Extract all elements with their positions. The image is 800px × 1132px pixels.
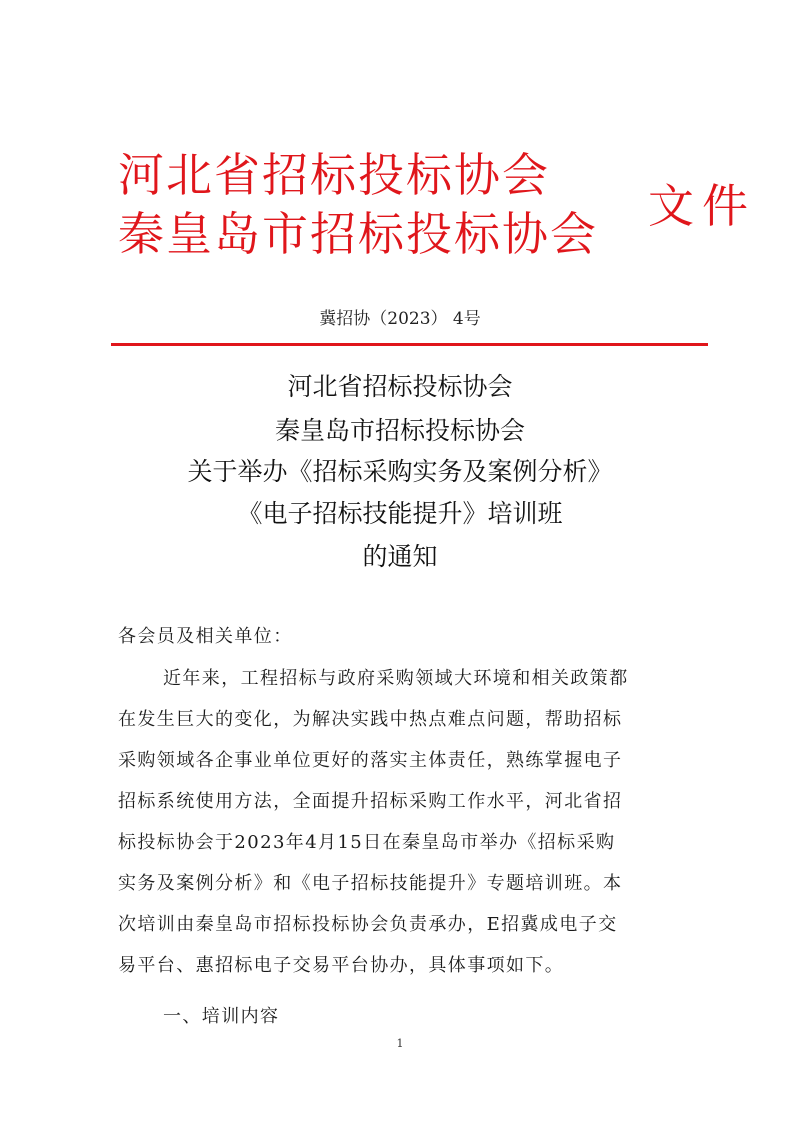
section-heading: 一、培训内容 xyxy=(163,1006,280,1027)
paragraph-line: 实务及案例分析》和《电子招标技能提升》专题培训班。本 xyxy=(118,873,623,894)
title-line: 秦皇岛市招标投标协会 xyxy=(274,416,525,445)
salutation: 各会员及相关单位： xyxy=(118,626,293,647)
issuer-name-2: 秦皇岛市招标投标协会 xyxy=(118,207,598,261)
document-number: 冀招协（2023） 4号 xyxy=(319,309,481,329)
header-red-divider xyxy=(111,343,708,346)
paragraph-line: 采购领域各企事业单位更好的落实主体责任，熟练掌握电子 xyxy=(118,750,623,771)
title-line: 《电子招标技能提升》培训班 xyxy=(237,499,563,528)
paragraph-line: 在发生巨大的变化，为解决实践中热点难点问题，帮助招标 xyxy=(118,709,623,730)
paragraph-line: 近年来，工程招标与政府采购领域大环境和相关政策都 xyxy=(163,668,629,689)
paragraph-line: 标投标协会于2023年4月15日在秦皇岛市举办《招标采购 xyxy=(118,832,616,853)
paragraph-line: 次培训由秦皇岛市招标投标协会负责承办，E招冀成电子交 xyxy=(118,914,618,935)
paragraph-line: 易平台、惠招标电子交易平台协办，具体事项如下。 xyxy=(118,955,565,976)
page-number: 1 xyxy=(396,1037,404,1050)
paragraph-line: 招标系统使用方法，全面提升招标采购工作水平，河北省招 xyxy=(118,791,623,812)
title-line: 关于举办《招标采购实务及案例分析》 xyxy=(187,457,613,486)
title-line: 的通知 xyxy=(362,542,438,571)
issuer-name-1: 河北省招标投标协会 xyxy=(118,148,550,202)
document-type-label: 文件 xyxy=(648,179,756,233)
title-line: 河北省招标投标协会 xyxy=(287,372,513,401)
